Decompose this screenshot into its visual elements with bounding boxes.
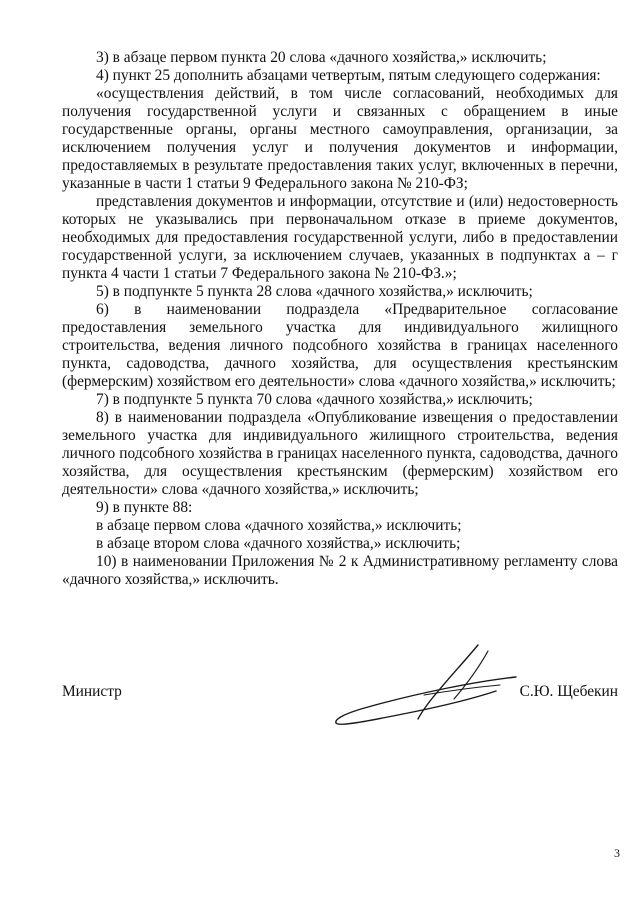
paragraph-item-9-second: в абзаце втором слова «дачного хозяйства,» исключить; <box>96 535 461 552</box>
paragraph-item-9: 9) в пункте 88: <box>96 499 193 516</box>
paragraph-item-9-first: в абзаце первом слова «дачного хозяйства,» исключить; <box>96 517 462 534</box>
page-number: 3 <box>614 846 620 860</box>
paragraph-quote-actions: «осуществления действий, в том числе согласований, необходимых для получения государственной услуги и связанных с обращением в иные государственные органы, органы местного самоуправления, организации, за исключением получения услуг и получения документов и информации, предоставляемых в результате предоставления таких услуг, включенных в перечни, указанные в части 1 статьи 9 Федерального закона № 210-ФЗ; <box>62 85 618 192</box>
paragraph-item-5: 5) в подпункте 5 пункта 28 слова «дачного хозяйства,» исключить; <box>96 283 533 300</box>
paragraph-item-6: 6) в наименовании подраздела «Предварительное согласование предоставления земельного участка для индивидуального жилищного строительства, ведения личного подсобного хозяйства в границах населенного пункта, садоводства, дачного хозяйства, для осуществления крестьянским (фермерским) хозяйством его деятельности» слова «дачного хозяйства,» исключить; <box>62 301 618 390</box>
document-body <box>62 49 618 589</box>
paragraph-item-8: 8) в наименовании подраздела «Опубликование извещения о предоставлении земельного участка для индивидуального жилищного строительства, ведения личного подсобного хозяйства в границах населенного пункта, садоводства, дачного хозяйства, для осуществления крестьянским (фермерским) хозяйством его деятельности» слова «дачного хозяйства,» исключить; <box>62 409 618 498</box>
paragraph-item-10: 10) в наименовании Приложения № 2 к Административному регламенту слова «дачного хозяйства,» исключить. <box>62 553 618 588</box>
handwritten-signature <box>328 641 528 731</box>
paragraph-quote-documents: представления документов и информации, отсутствие и (или) недостоверность которых не указывались при первоначальном отказе в приеме документов, необходимых для предоставления государственной услуги, либо в предоставлении государственной услуги, за исключением случаев, указанных в подпунктах а – г пункта 4 части 1 статьи 7 Федерального закона № 210-ФЗ.»; <box>62 193 618 282</box>
paragraph-item-3: 3) в абзаце первом пункта 20 слова «дачного хозяйства,» исключить; <box>96 49 547 66</box>
signatory-name: С.Ю. Щебекин <box>519 683 618 700</box>
paragraph-item-7: 7) в подпункте 5 пункта 70 слова «дачного хозяйства,» исключить; <box>96 391 533 408</box>
paragraph-item-4: 4) пункт 25 дополнить абзацами четвертым, пятым следующего содержания: <box>96 67 601 84</box>
signatory-title: Министр <box>62 683 122 700</box>
